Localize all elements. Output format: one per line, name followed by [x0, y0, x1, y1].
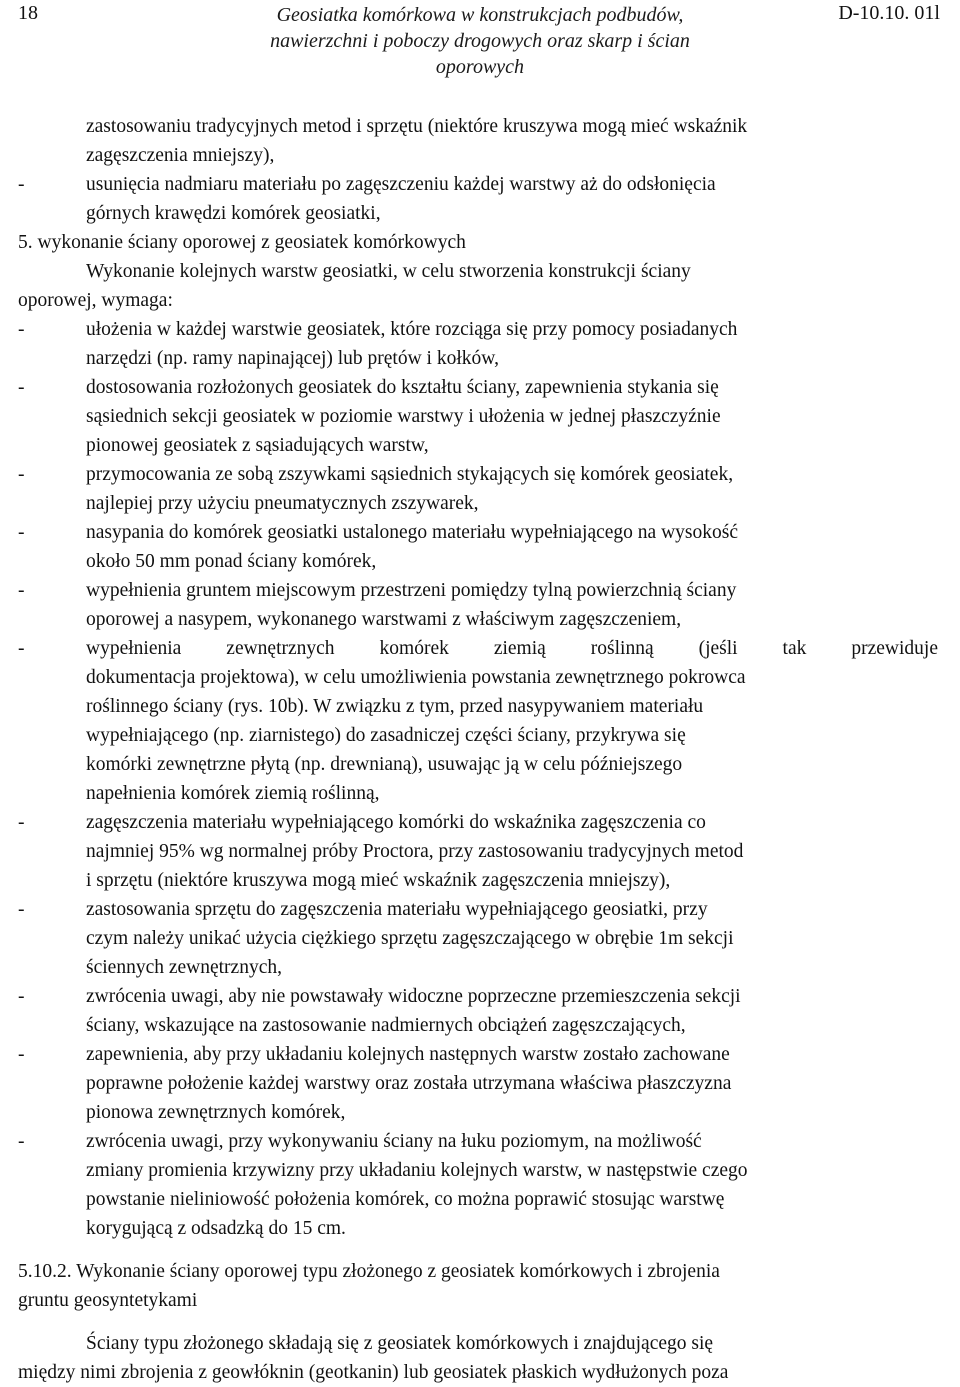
page-number: 18 [18, 2, 38, 24]
list-item: - ułożenia w każdej warstwie geosiatek, które rozciąga się przy pomocy posiadanych [18, 319, 738, 340]
text-line: czym należy unikać użycia ciężkiego sprzętu zagęszczającego w obrębie 1m sekcji [86, 928, 734, 949]
list-item: - zwrócenia uwagi, przy wykonywaniu ściany na łuku poziomym, na możliwość [18, 1131, 702, 1152]
text-line: pionowa zewnętrznych komórek, [86, 1102, 346, 1123]
list-item: - zwrócenia uwagi, aby nie powstawały widoczne poprzeczne przemieszczenia sekcji [18, 986, 741, 1007]
text-line: i sprzętu (niektóre kruszywa mogą mieć wskaźnik zagęszczenia mniejszy), [86, 870, 671, 891]
text-line: narzędzi (np. ramy napinającej) lub prętów i kołków, [86, 348, 499, 369]
list-item: - zapewnienia, aby przy układaniu kolejnych następnych warstw zostało zachowane [18, 1044, 730, 1065]
header-title-line: Geosiatka komórkowa w konstrukcjach podbudów, [276, 4, 684, 26]
text-line: ściany, wskazujące na zastosowanie nadmiernych obciążeń zagęszczających, [86, 1015, 686, 1036]
list-item: - dostosowania rozłożonych geosiatek do kształtu ściany, zapewnienia stykania się [18, 377, 719, 398]
text-line: wypełniającego (np. ziarnistego) do zasadniczej części ściany, przykrywa się [86, 725, 686, 746]
text-line: korygującą z odsadzką do 15 cm. [86, 1218, 346, 1239]
text-line: roślinnego ściany (rys. 10b). W związku z tym, przed nasypywaniem materiału [86, 696, 704, 717]
text-line: około 50 mm ponad ściany komórek, [86, 551, 377, 572]
header-title-line: nawierzchni i poboczy drogowych oraz skarp i ścian [270, 30, 690, 52]
paragraph-line: między nimi zbrojenia z geowłóknin (geotkanin) lub geosiatek płaskich wydłużonych poza [18, 1362, 729, 1383]
text-line: poprawne położenie każdej warstwy oraz została utrzymana właściwa płaszczyzna [86, 1073, 732, 1094]
list-item: - wypełnienia zewnętrznych komórek ziemią roślinną (jeśli tak przewiduje [18, 638, 938, 659]
text-line: najmniej 95% wg normalnej próby Proctora, przy zastosowaniu tradycyjnych metod [86, 841, 744, 862]
header-title-line: oporowych [435, 56, 525, 78]
list-item: - usunięcia nadmiaru materiału po zagęszczeniu każdej warstwy aż do odsłonięcia [18, 174, 716, 195]
text-line: sąsiednich sekcji geosiatek w poziomie warstwy i ułożenia w jednej płaszczyźnie [86, 406, 721, 427]
spacer [18, 1243, 938, 1257]
text-line: zmiany promienia krzywizny przy układaniu kolejnych warstw, w następstwie czego [86, 1160, 748, 1181]
text-line: napełnienia komórek ziemią roślinną, [86, 783, 380, 804]
header-title [180, 2, 780, 80]
list-item: - zagęszczenia materiału wypełniającego komórki do wskaźnika zagęszczenia co [18, 812, 706, 833]
paragraph-line: oporowej, wymaga: [18, 290, 173, 311]
section-heading: gruntu geosyntetykami [18, 1290, 198, 1311]
section-heading: 5.10.2. Wykonanie ściany oporowej typu złożonego z geosiatek komórkowych i zbrojenia [18, 1261, 720, 1282]
list-item: - nasypania do komórek geosiatki ustalonego materiału wypełniającego na wysokość [18, 522, 738, 543]
text-line: najlepiej przy użyciu pneumatycznych zszywarek, [86, 493, 479, 514]
list-item: - zastosowania sprzętu do zagęszczenia materiału wypełniającego geosiatki, przy [18, 899, 708, 920]
text-line: dokumentacja projektowa), w celu umożliwienia powstania zewnętrznego pokrowca [86, 667, 746, 688]
text-line: oporowej a nasypem, wykonanego warstwami z właściwym zagęszczeniem, [86, 609, 682, 630]
document-body [18, 112, 938, 1387]
section-heading: 5. wykonanie ściany oporowej z geosiatek komórkowych [18, 232, 466, 253]
page-header [0, 0, 960, 90]
list-item: - przymocowania ze sobą zszywkami sąsiednich stykających się komórek geosiatek, [18, 464, 734, 485]
text-line: powstanie nieliniowość położenia komórek, co można poprawić stosując warstwę [86, 1189, 725, 1210]
document-code: D-10.10. 01l [838, 2, 940, 24]
spacer [18, 1315, 938, 1329]
text-line: górnych krawędzi komórek geosiatki, [86, 203, 381, 224]
text-line: ściennych zewnętrznych, [86, 957, 282, 978]
text-line: komórki zewnętrzne płytą (np. drewnianą), usuwając ją w celu późniejszego [86, 754, 683, 775]
list-item: - wypełnienia gruntem miejscowym przestrzeni pomiędzy tylną powierzchnią ściany [18, 580, 737, 601]
text-line: zastosowaniu tradycyjnych metod i sprzętu (niektóre kruszywa mogą mieć wskaźnik [86, 116, 748, 137]
text-line: pionowej geosiatek z sąsiadujących warstw, [86, 435, 429, 456]
paragraph-line: Ściany typu złożonego składają się z geosiatek komórkowych i znajdującego się [86, 1333, 714, 1354]
text-line: zagęszczenia mniejszy), [86, 145, 275, 166]
paragraph-line: Wykonanie kolejnych warstw geosiatki, w celu stworzenia konstrukcji ściany [86, 261, 691, 282]
